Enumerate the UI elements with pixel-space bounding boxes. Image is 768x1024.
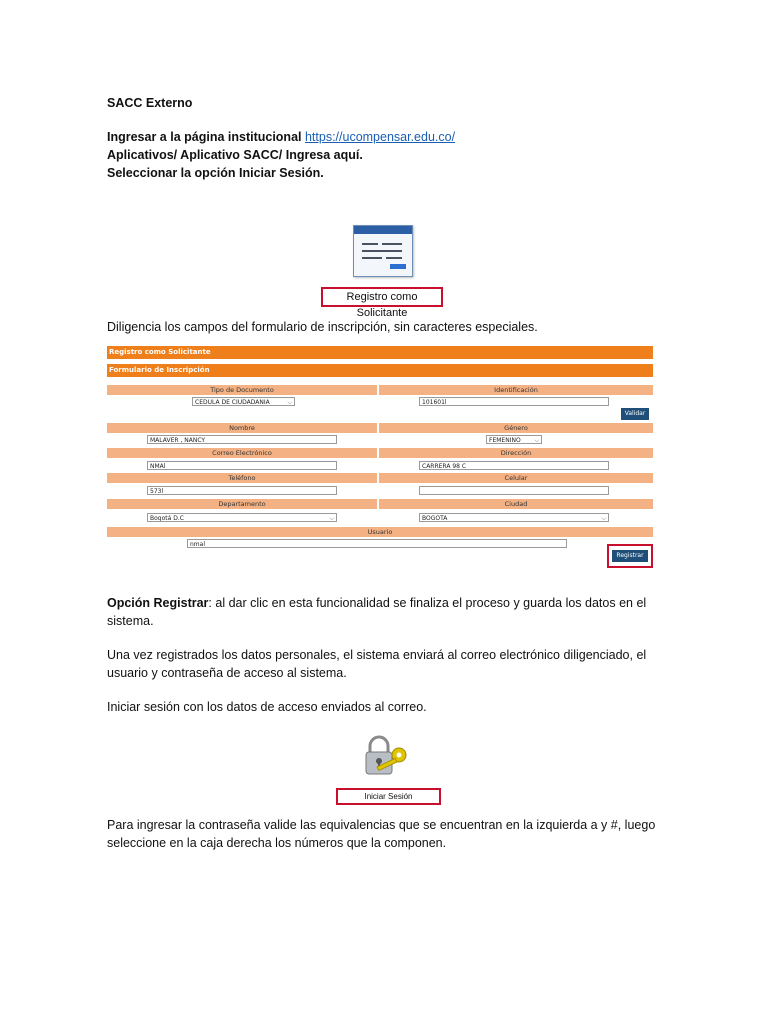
telefono-label: Teléfono: [107, 473, 377, 483]
chevron-down-icon: ⌵: [534, 437, 539, 444]
registrar-option-text: : al dar clic en esta funcionalidad se finaliza el proceso y guarda los datos en el sistema.: [107, 596, 647, 628]
tipo-documento-select[interactable]: [192, 397, 295, 406]
line1-prefix: Ingresar a la página institucional: [107, 130, 305, 144]
line-aplicativos: Aplicativos/ Aplicativo SACC/ Ingresa aquí.: [107, 148, 363, 162]
registrar-highlight: [607, 544, 653, 568]
chevron-down-icon: ⌵: [287, 399, 292, 406]
para-email: Una vez registrados los datos personales, el sistema enviará al correo electrónico diligenciado, el usuario y contraseña de acceso al sistema.: [107, 648, 647, 680]
institutional-link[interactable]: https://ucompensar.edu.co/: [304, 130, 456, 144]
doc-title: SACC Externo: [107, 96, 193, 110]
ciudad-value: BOGOTA: [422, 515, 448, 522]
line-seleccionar: Seleccionar la opción Iniciar Sesión.: [107, 166, 324, 180]
register-as-applicant-link[interactable]: Registro como Solicitante: [321, 287, 443, 307]
usuario-input[interactable]: nmal: [187, 539, 567, 548]
para-form: Diligencia los campos del formulario de inscripción, sin caracteres especiales.: [107, 320, 538, 334]
genero-select[interactable]: [486, 435, 542, 444]
genero-label: Género: [379, 423, 653, 433]
chevron-down-icon: ⌵: [601, 515, 606, 522]
direccion-label: Dirección: [379, 448, 653, 458]
instructions-block: [107, 128, 667, 182]
identificacion-label: Identificación: [379, 385, 653, 395]
tipo-documento-value: CEDULA DE CIUDADANIA: [195, 399, 270, 406]
departamento-select[interactable]: [147, 513, 337, 522]
lock-key-icon: [362, 733, 412, 783]
chevron-down-icon: ⌵: [329, 515, 334, 522]
ciudad-label: Ciudad: [379, 499, 653, 509]
correo-label: Correo Electrónico: [107, 448, 377, 458]
registrar-button[interactable]: Registrar: [612, 550, 648, 562]
para-password: Para ingresar la contraseña valide las equivalencias que se encuentran en la izquierda a y #, luego seleccione en la caja derecha los números que la componen.: [107, 818, 656, 850]
departamento-label: Departamento: [107, 499, 377, 509]
celular-label: Celular: [379, 473, 653, 483]
nombre-label: Nombre: [107, 423, 377, 433]
departamento-value: Bogotá D.C: [150, 515, 184, 522]
para-login: Iniciar sesión con los datos de acceso enviados al correo.: [107, 700, 427, 714]
identificacion-input[interactable]: 101601l: [419, 397, 609, 406]
genero-value: FEMENINO: [489, 437, 521, 444]
usuario-label: Usuario: [107, 527, 653, 537]
validar-button[interactable]: Validar: [621, 408, 649, 420]
direccion-input[interactable]: CARRERA 98 C: [419, 461, 609, 470]
tipo-documento-label: Tipo de Documento: [107, 385, 377, 395]
correo-input[interactable]: NMAl: [147, 461, 337, 470]
form-bar-inscripcion: Formulario de Inscripción: [107, 364, 653, 377]
form-bar-registro: Registro como Solicitante: [107, 346, 653, 359]
registration-form: [107, 346, 653, 572]
form-document-icon: [353, 225, 413, 277]
telefono-input[interactable]: 573l: [147, 486, 337, 495]
line-institutional: [107, 128, 667, 146]
celular-input[interactable]: [419, 486, 609, 495]
nombre-input[interactable]: MALAVER , NANCY: [147, 435, 337, 444]
login-link[interactable]: Iniciar Sesión: [336, 788, 441, 805]
ciudad-select[interactable]: [419, 513, 609, 522]
para-registrar: [107, 594, 667, 630]
registrar-option-label: Opción Registrar: [107, 596, 209, 610]
